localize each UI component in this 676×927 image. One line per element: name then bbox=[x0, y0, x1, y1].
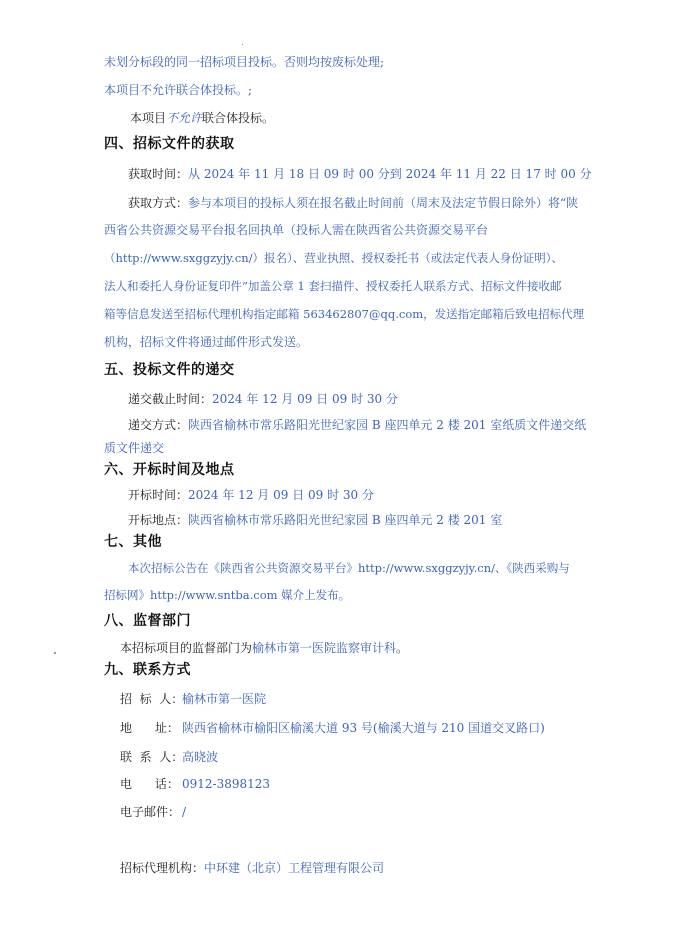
section-5-heading: 五、投标文件的递交 bbox=[104, 362, 235, 378]
s7-line-1: 本次招标公告在《陕西省公共资源交易平台》http://www.sxggzyjy.cn/、《陕西采购与 bbox=[128, 561, 570, 575]
s4-time-row bbox=[128, 166, 592, 182]
section-8-heading: 八、监督部门 bbox=[104, 613, 191, 629]
s4-time-label: 获取时间： bbox=[128, 167, 189, 181]
scan-speck-top bbox=[242, 44, 243, 45]
clause-suffix: 联合体投标。 bbox=[202, 111, 275, 125]
contact-label: 地 址： bbox=[120, 721, 179, 735]
contact-row-address bbox=[120, 720, 545, 736]
contact-label: 联 系 人： bbox=[120, 750, 184, 764]
clause-emphasis: 不允许 bbox=[166, 111, 203, 125]
section-4-heading: 四、招标文件的获取 bbox=[104, 136, 235, 152]
clause-no-consortium-repeat bbox=[130, 110, 274, 126]
agency-row bbox=[120, 860, 384, 876]
contact-label: 招 标 人： bbox=[120, 692, 184, 706]
contact-value-tenderer: 榆林市第一医院 bbox=[182, 692, 267, 706]
s6-time-row bbox=[128, 487, 374, 503]
s4-method-row bbox=[128, 195, 578, 211]
s6-place-value: 陕西省榆林市常乐路阳光世纪家园 B 座四单元 2 楼 201 室 bbox=[188, 513, 503, 527]
contact-label: 电子邮件： bbox=[120, 805, 181, 819]
contact-value-person: 高晓波 bbox=[182, 750, 219, 764]
s8-suffix: 。 bbox=[396, 641, 409, 655]
s4-method-label: 获取方式： bbox=[128, 196, 189, 210]
scan-speck-left bbox=[54, 652, 56, 654]
clause-prefix: 本项目 bbox=[130, 111, 167, 125]
s5-method-row bbox=[128, 417, 586, 433]
s6-place-label: 开标地点： bbox=[128, 513, 189, 527]
agency-label: 招标代理机构： bbox=[120, 861, 205, 875]
s8-supervision-row bbox=[120, 640, 408, 656]
contact-value-address: 陕西省榆林市榆阳区榆溪大道 93 号(榆溪大道与 210 国道交叉路口) bbox=[182, 721, 545, 735]
s5-deadline-value: 2024 年 12 月 09 日 09 时 30 分 bbox=[212, 392, 398, 406]
section-9-heading: 九、联系方式 bbox=[104, 662, 191, 678]
contact-row-person bbox=[120, 749, 218, 765]
s5-method-label: 递交方式： bbox=[128, 418, 189, 432]
s6-time-value: 2024 年 12 月 09 日 09 时 30 分 bbox=[188, 488, 374, 502]
contact-label: 电 话： bbox=[120, 777, 179, 791]
s4-method-line-6: 机构，招标文件将通过邮件形式发送。 bbox=[104, 335, 309, 349]
s4-method-line-3: （http://www.sxggzyjy.cn/）报名）、营业执照、授权委托书（或法定代表人身份证明）、 bbox=[104, 251, 564, 265]
contact-value-phone: 0912-3898123 bbox=[182, 777, 271, 791]
clause-no-consortium: 本项目不允许联合体投标。; bbox=[104, 83, 253, 97]
s5-deadline-row bbox=[128, 391, 398, 407]
section-7-heading: 七、其他 bbox=[104, 534, 162, 550]
contact-row-email bbox=[120, 804, 186, 820]
s6-time-label: 开标时间： bbox=[128, 488, 189, 502]
s8-prefix: 本招标项目的监督部门为 bbox=[120, 641, 253, 655]
s5-method-line-1: 陕西省榆林市常乐路阳光世纪家园 B 座四单元 2 楼 201 室纸质文件递交纸 bbox=[188, 418, 587, 432]
contact-value-email: / bbox=[182, 805, 187, 819]
section-6-heading: 六、开标时间及地点 bbox=[104, 462, 235, 478]
s5-method-line-2: 质文件递交 bbox=[104, 441, 165, 455]
s4-method-line-4: 法人和委托人身份证复印件”加盖公章 1 套扫描件、授权委托人联系方式、招标文件接收邮 bbox=[104, 279, 562, 293]
s8-department: 榆林市第一医院监察审计科 bbox=[252, 641, 397, 655]
s5-deadline-label: 递交截止时间： bbox=[128, 392, 213, 406]
contact-row-tenderer bbox=[120, 691, 266, 707]
s4-method-line-2: 西省公共资源交易平台报名回执单（投标人需在陕西省公共资源交易平台 bbox=[104, 223, 489, 237]
contact-row-phone bbox=[120, 776, 270, 792]
s4-method-line-5: 箱等信息发送至招标代理机构指定邮箱 563462807@qq.com，发送指定邮箱后致电招标代理 bbox=[104, 307, 585, 321]
s6-place-row bbox=[128, 512, 502, 528]
s4-method-line-1: 参与本项目的投标人须在报名截止时间前（周末及法定节假日除外）将“陕 bbox=[188, 196, 579, 210]
s7-line-2: 招标网》http://www.sntba.com 媒介上发布。 bbox=[104, 588, 351, 602]
agency-value: 中环建（北京）工程管理有限公司 bbox=[204, 861, 385, 875]
s4-time-value: 从 2024 年 11 月 18 日 09 时 00 分到 2024 年 11 月 22 日 17 时 00 分 bbox=[188, 167, 592, 181]
clause-bidding-sections: 未划分标段的同一招标项目投标。否则均按废标处理; bbox=[104, 55, 385, 69]
